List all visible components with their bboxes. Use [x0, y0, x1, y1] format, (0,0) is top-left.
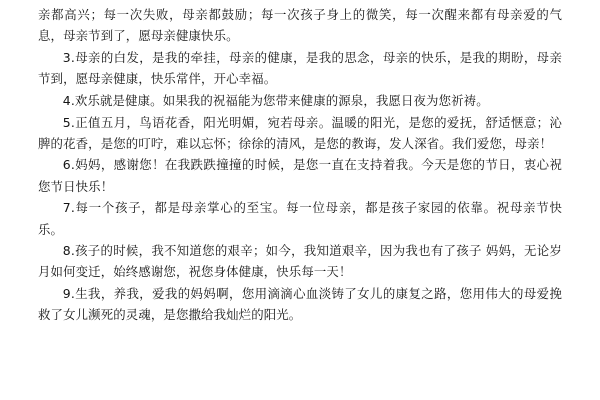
- paragraph-7: 7.每一个孩子，都是母亲掌心的至宝。每一位母亲，都是孩子家园的依靠。祝母亲节快乐。: [38, 200, 562, 237]
- paragraph-5: 5.正值五月，鸟语花香，阳光明媚，宛若母亲。温暖的阳光，是您的爱抚，舒适惬意；沁脾的花香，是您的叮咛，难以忘怀；徐徐的清风，是您的教诲，发人深省。我们爱您，母亲！: [38, 114, 562, 151]
- paragraph-4: 4.欢乐就是健康。如果我的祝福能为您带来健康的源泉，我愿日夜为您祈祷。: [62, 92, 489, 108]
- paragraph-8: 8.孩子的时候，我不知道您的艰辛；如今，我知道艰辛，因为我也有了孩子 妈妈，无论岁月如何变迁，始终感谢您，祝您身体健康，快乐每一天！: [38, 243, 562, 280]
- paragraph-continued: 亲都高兴；每一次失败，母亲都鼓励；每一次孩子身上的微笑，每一次醒来都有母亲爱的气息，母亲节到了，愿母亲健康快乐。: [38, 7, 562, 44]
- paragraph-9: 9.生我，养我，爱我的妈妈啊，您用滴滴心血淡铸了女儿的康复之路，您用伟大的母爱挽救了女儿濒死的灵魂，是您撒给我灿烂的阳光。: [38, 286, 562, 323]
- paragraph-3: 3.母亲的白发，是我的牵挂，母亲的健康，是我的思念，母亲的快乐，是我的期盼，母亲节到，愿母亲健康，快乐常伴，开心幸福。: [38, 49, 562, 87]
- paragraph-6: 6.妈妈，感谢您！在我跌跌撞撞的时候，是您一直在支持着我。今天是您的节日，衷心祝您节日快乐！: [38, 157, 562, 194]
